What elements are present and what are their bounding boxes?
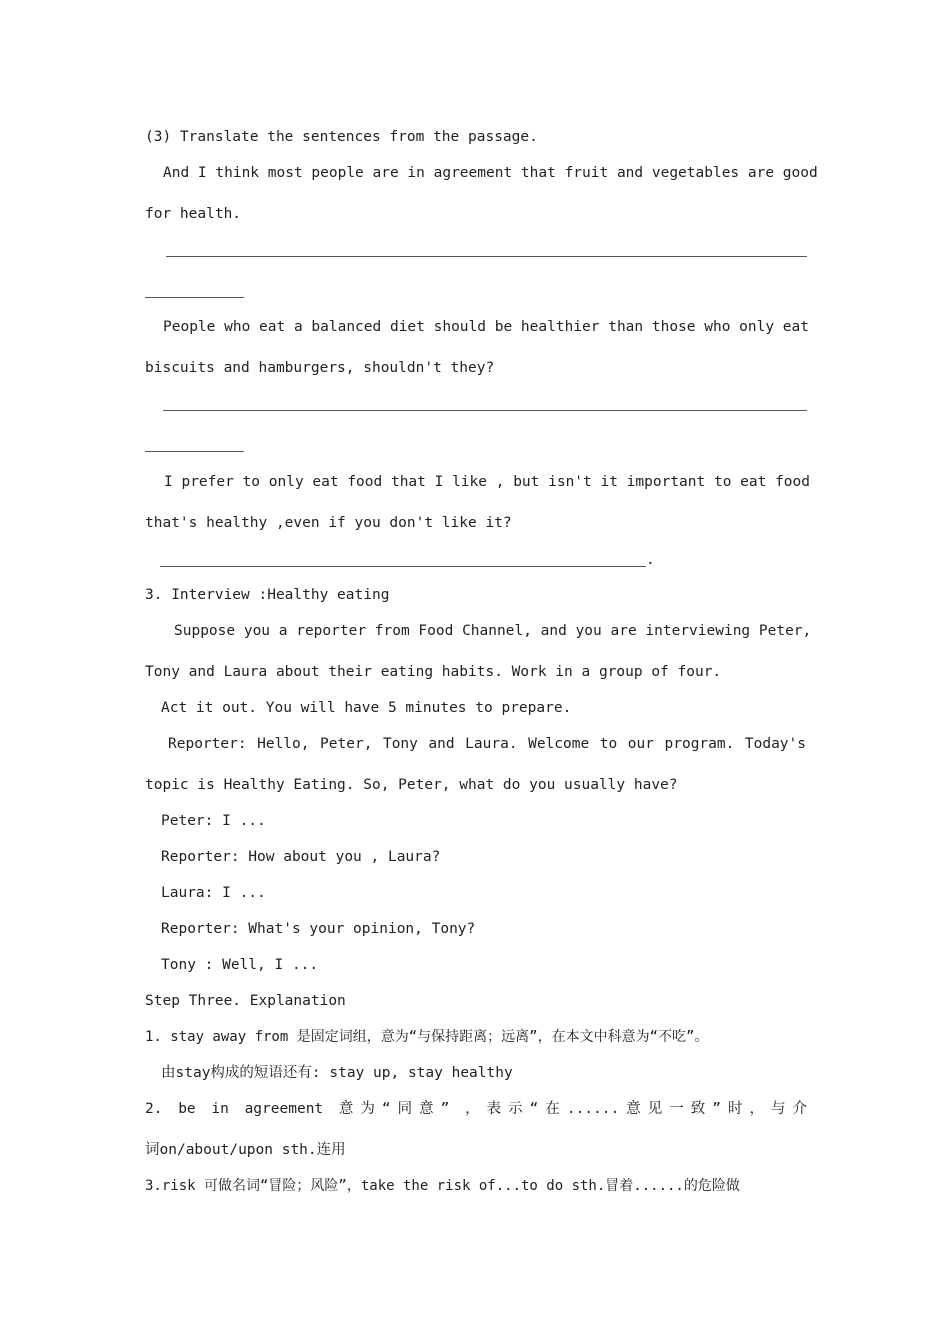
answer-line-1b[interactable] bbox=[145, 297, 244, 298]
explanation-heading: Step Three. Explanation bbox=[145, 993, 346, 1009]
dialogue-line: Tony : Well, I ... bbox=[161, 957, 319, 973]
answer-line-2b[interactable] bbox=[145, 451, 244, 452]
explanation-1-line-2: 由stay构成的短语还有: stay up, stay healthy bbox=[161, 1065, 513, 1081]
interview-para-line-2: Tony and Laura about their eating habits. Work in a group of four. bbox=[145, 664, 722, 680]
sentence-1-line-1: And I think most people are in agreement that fruit and vegetables are good bbox=[163, 165, 818, 181]
explanation-1-line-1: 1. stay away from 是固定词组，意为“与保持距离；远离”，在本文中科意为“不吃”。 bbox=[145, 1029, 709, 1045]
answer-line-2a[interactable] bbox=[163, 410, 807, 411]
reporter-intro-line-2: topic is Healthy Eating. So, Peter, what do you usually have? bbox=[145, 777, 678, 793]
reporter-intro-line-1: Reporter: Hello, Peter, Tony and Laura. Welcome to our program. Today's bbox=[168, 736, 806, 752]
explanation-3-line-1: 3.risk 可做名词“冒险；风险”，take the risk of...to do sth.冒着......的危险做 bbox=[145, 1178, 740, 1194]
dialogue-line: Reporter: What's your opinion, Tony? bbox=[161, 921, 476, 937]
answer-line-1a[interactable] bbox=[166, 256, 807, 257]
dialogue-line: Laura: I ... bbox=[161, 885, 266, 901]
translate-heading: (3) Translate the sentences from the passage. bbox=[145, 129, 538, 145]
act-it-out-text: Act it out. You will have 5 minutes to prepare. bbox=[161, 700, 572, 716]
sentence-2-line-2: biscuits and hamburgers, shouldn't they? bbox=[145, 360, 495, 376]
interview-heading: 3. Interview :Healthy eating bbox=[145, 587, 390, 603]
sentence-3-line-2: that's healthy ,even if you don't like it? bbox=[145, 515, 512, 531]
sentence-1-line-2: for health. bbox=[145, 206, 242, 222]
dialogue-line: Reporter: How about you , Laura? bbox=[161, 849, 441, 865]
dialogue-line: Peter: I ... bbox=[161, 813, 266, 829]
answer-line-3-period: . bbox=[646, 552, 655, 568]
sentence-2-line-1: People who eat a balanced diet should be healthier than those who only eat bbox=[163, 319, 810, 335]
explanation-2-line-1: 2. be in agreement 意为“同意” ，表示“在......意见一致”时，与介 bbox=[145, 1101, 807, 1117]
answer-line-3[interactable] bbox=[160, 566, 646, 567]
sentence-3-line-1: I prefer to only eat food that I like , but isn't it important to eat food bbox=[164, 474, 811, 490]
interview-para-line-1: Suppose you a reporter from Food Channel, and you are interviewing Peter, bbox=[174, 623, 812, 639]
explanation-2-line-2: 词on/about/upon sth.连用 bbox=[145, 1142, 346, 1158]
